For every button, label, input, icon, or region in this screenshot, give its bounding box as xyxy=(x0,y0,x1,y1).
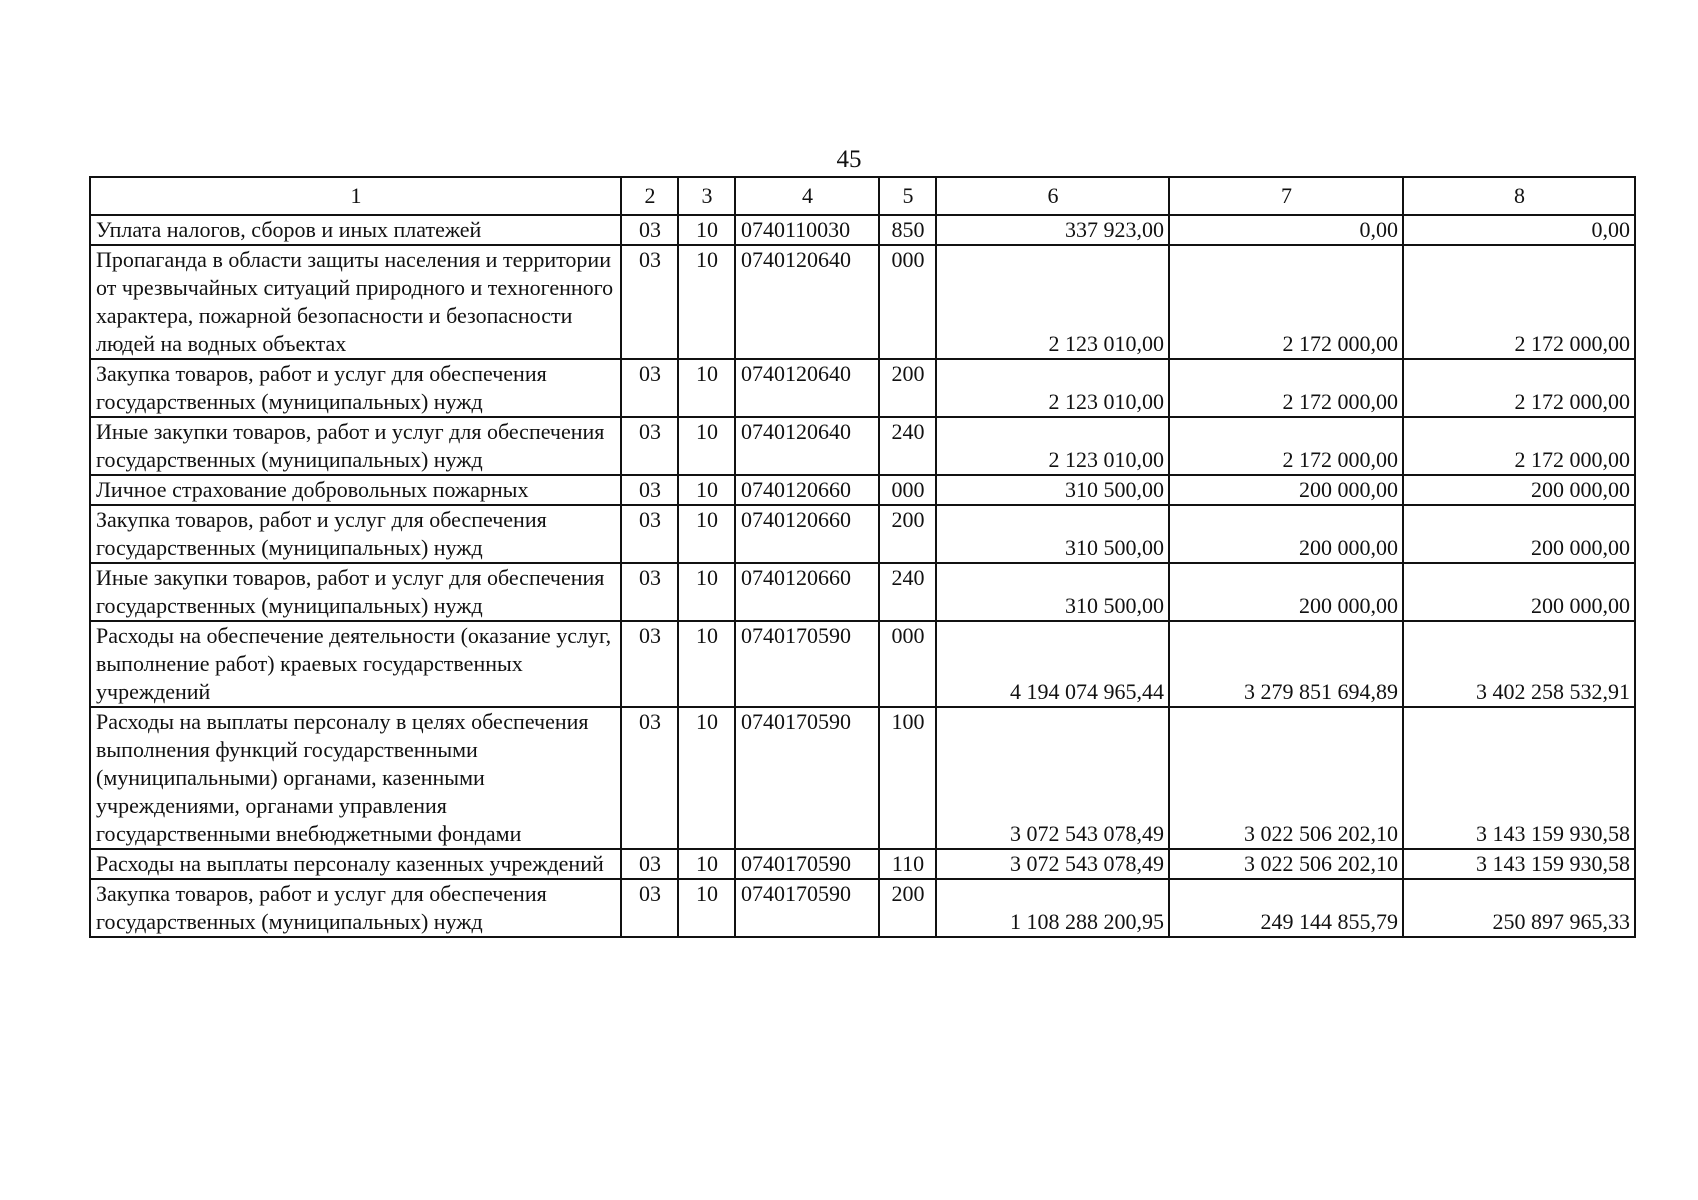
header-cell-1: 1 xyxy=(90,177,621,215)
row-amount-col7-cell: 200 000,00 xyxy=(1169,563,1403,621)
table-body xyxy=(90,215,1635,937)
row-amount-col7-cell: 2 172 000,00 xyxy=(1169,359,1403,417)
table-row xyxy=(90,245,1635,359)
row-subsection-cell: 10 xyxy=(678,215,735,245)
row-target-article-cell: 0740120660 xyxy=(735,475,879,505)
row-subsection-cell: 10 xyxy=(678,417,735,475)
row-section-cell: 03 xyxy=(621,621,678,707)
row-amount-col6-cell: 2 123 010,00 xyxy=(936,417,1169,475)
row-target-article-cell: 0740170590 xyxy=(735,707,879,849)
row-amount-col6-cell: 1 108 288 200,95 xyxy=(936,879,1169,937)
header-cell-2: 2 xyxy=(621,177,678,215)
row-amount-col8-cell: 200 000,00 xyxy=(1403,563,1635,621)
row-subsection-cell: 10 xyxy=(678,621,735,707)
row-subsection-cell: 10 xyxy=(678,563,735,621)
table-row xyxy=(90,359,1635,417)
row-expense-type-cell: 100 xyxy=(879,707,936,849)
table-row xyxy=(90,563,1635,621)
row-expense-type-cell: 200 xyxy=(879,505,936,563)
row-amount-col7-cell: 3 279 851 694,89 xyxy=(1169,621,1403,707)
page-number: 45 xyxy=(836,146,862,173)
row-amount-col7-cell: 2 172 000,00 xyxy=(1169,245,1403,359)
row-expense-type-cell: 200 xyxy=(879,359,936,417)
row-subsection-cell: 10 xyxy=(678,505,735,563)
row-amount-col8-cell: 200 000,00 xyxy=(1403,475,1635,505)
row-name-cell: Закупка товаров, работ и услуг для обеспечения государственных (муниципальных) нужд xyxy=(90,359,621,417)
row-target-article-cell: 0740120660 xyxy=(735,505,879,563)
row-amount-col6-cell: 310 500,00 xyxy=(936,505,1169,563)
row-subsection-cell: 10 xyxy=(678,245,735,359)
table-row xyxy=(90,849,1635,879)
table-header-row xyxy=(90,177,1635,215)
row-target-article-cell: 0740120640 xyxy=(735,417,879,475)
row-subsection-cell: 10 xyxy=(678,849,735,879)
row-target-article-cell: 0740170590 xyxy=(735,849,879,879)
row-name-cell: Иные закупки товаров, работ и услуг для обеспечения государственных (муниципальных) нужд xyxy=(90,417,621,475)
row-amount-col8-cell: 2 172 000,00 xyxy=(1403,417,1635,475)
row-target-article-cell: 0740120660 xyxy=(735,563,879,621)
row-section-cell: 03 xyxy=(621,417,678,475)
row-section-cell: 03 xyxy=(621,563,678,621)
row-name-cell: Пропаганда в области защиты населения и территории от чрезвычайных ситуаций природного и техногенного характера, пожарной безопасности и безопасности людей на водных объектах xyxy=(90,245,621,359)
row-amount-col6-cell: 3 072 543 078,49 xyxy=(936,849,1169,879)
row-amount-col8-cell: 3 143 159 930,58 xyxy=(1403,707,1635,849)
row-amount-col6-cell: 4 194 074 965,44 xyxy=(936,621,1169,707)
row-amount-col8-cell: 200 000,00 xyxy=(1403,505,1635,563)
row-amount-col7-cell: 249 144 855,79 xyxy=(1169,879,1403,937)
table-row xyxy=(90,707,1635,849)
header-cell-7: 7 xyxy=(1169,177,1403,215)
row-subsection-cell: 10 xyxy=(678,475,735,505)
row-target-article-cell: 0740120640 xyxy=(735,359,879,417)
row-amount-col6-cell: 3 072 543 078,49 xyxy=(936,707,1169,849)
header-cell-4: 4 xyxy=(735,177,879,215)
header-cell-8: 8 xyxy=(1403,177,1635,215)
row-expense-type-cell: 000 xyxy=(879,475,936,505)
table-row xyxy=(90,417,1635,475)
row-expense-type-cell: 110 xyxy=(879,849,936,879)
row-name-cell: Расходы на обеспечение деятельности (оказание услуг, выполнение работ) краевых государственных учреждений xyxy=(90,621,621,707)
header-cell-6: 6 xyxy=(936,177,1169,215)
header-cell-5: 5 xyxy=(879,177,936,215)
row-section-cell: 03 xyxy=(621,879,678,937)
header-cell-3: 3 xyxy=(678,177,735,215)
row-expense-type-cell: 200 xyxy=(879,879,936,937)
row-amount-col6-cell: 337 923,00 xyxy=(936,215,1169,245)
row-amount-col8-cell: 2 172 000,00 xyxy=(1403,359,1635,417)
row-name-cell: Уплата налогов, сборов и иных платежей xyxy=(90,215,621,245)
row-section-cell: 03 xyxy=(621,245,678,359)
budget-table xyxy=(89,176,1636,938)
row-section-cell: 03 xyxy=(621,215,678,245)
row-amount-col7-cell: 200 000,00 xyxy=(1169,475,1403,505)
row-target-article-cell: 0740170590 xyxy=(735,879,879,937)
row-name-cell: Закупка товаров, работ и услуг для обеспечения государственных (муниципальных) нужд xyxy=(90,879,621,937)
row-amount-col8-cell: 2 172 000,00 xyxy=(1403,245,1635,359)
row-expense-type-cell: 000 xyxy=(879,621,936,707)
row-amount-col8-cell: 250 897 965,33 xyxy=(1403,879,1635,937)
row-amount-col7-cell: 200 000,00 xyxy=(1169,505,1403,563)
table-row xyxy=(90,879,1635,937)
row-section-cell: 03 xyxy=(621,359,678,417)
row-target-article-cell: 0740120640 xyxy=(735,245,879,359)
row-name-cell: Иные закупки товаров, работ и услуг для обеспечения государственных (муниципальных) нужд xyxy=(90,563,621,621)
row-amount-col6-cell: 2 123 010,00 xyxy=(936,359,1169,417)
row-amount-col7-cell: 0,00 xyxy=(1169,215,1403,245)
row-name-cell: Расходы на выплаты персоналу в целях обеспечения выполнения функций государственными (муниципальными) органами, казенными учреждениями, органами управления государственными внебюджетными фондами xyxy=(90,707,621,849)
row-amount-col7-cell: 3 022 506 202,10 xyxy=(1169,707,1403,849)
row-amount-col7-cell: 3 022 506 202,10 xyxy=(1169,849,1403,879)
row-section-cell: 03 xyxy=(621,849,678,879)
row-section-cell: 03 xyxy=(621,505,678,563)
row-amount-col8-cell: 3 402 258 532,91 xyxy=(1403,621,1635,707)
row-amount-col6-cell: 310 500,00 xyxy=(936,475,1169,505)
row-name-cell: Личное страхование добровольных пожарных xyxy=(90,475,621,505)
row-target-article-cell: 0740110030 xyxy=(735,215,879,245)
row-amount-col6-cell: 310 500,00 xyxy=(936,563,1169,621)
row-subsection-cell: 10 xyxy=(678,879,735,937)
row-section-cell: 03 xyxy=(621,475,678,505)
row-amount-col6-cell: 2 123 010,00 xyxy=(936,245,1169,359)
row-subsection-cell: 10 xyxy=(678,707,735,849)
row-amount-col8-cell: 3 143 159 930,58 xyxy=(1403,849,1635,879)
table-row xyxy=(90,621,1635,707)
row-name-cell: Расходы на выплаты персоналу казенных учреждений xyxy=(90,849,621,879)
row-amount-col7-cell: 2 172 000,00 xyxy=(1169,417,1403,475)
row-expense-type-cell: 240 xyxy=(879,563,936,621)
row-section-cell: 03 xyxy=(621,707,678,849)
row-subsection-cell: 10 xyxy=(678,359,735,417)
row-name-cell: Закупка товаров, работ и услуг для обеспечения государственных (муниципальных) нужд xyxy=(90,505,621,563)
table-row xyxy=(90,475,1635,505)
row-expense-type-cell: 240 xyxy=(879,417,936,475)
table-row xyxy=(90,215,1635,245)
table-row xyxy=(90,505,1635,563)
row-expense-type-cell: 850 xyxy=(879,215,936,245)
row-amount-col8-cell: 0,00 xyxy=(1403,215,1635,245)
row-expense-type-cell: 000 xyxy=(879,245,936,359)
row-target-article-cell: 0740170590 xyxy=(735,621,879,707)
